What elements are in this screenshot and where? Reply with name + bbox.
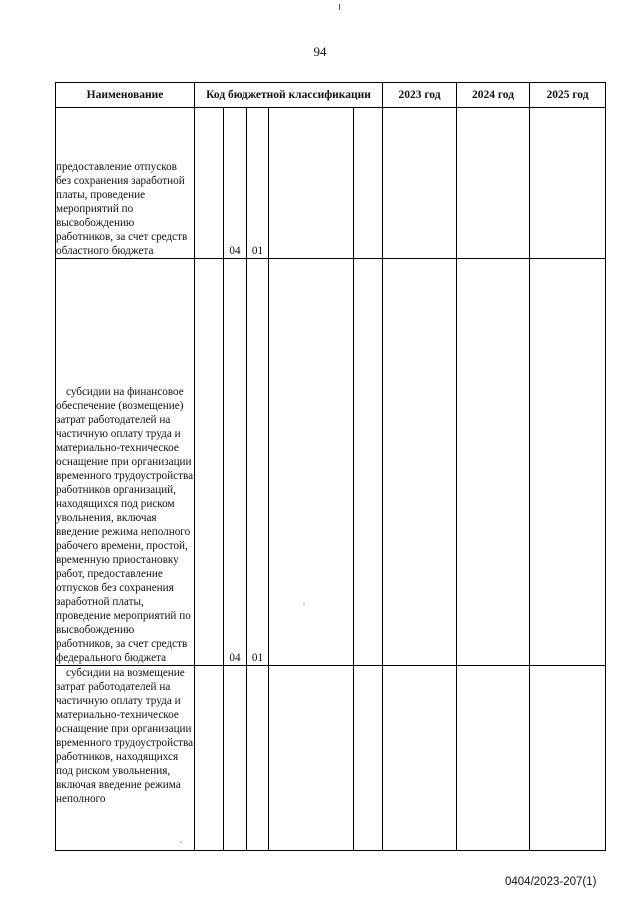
- scan-speck: [180, 841, 182, 843]
- value-2023: [383, 259, 457, 666]
- table-header-row: [56, 83, 606, 108]
- row-name: субсидии на возмещение затрат работодателей на частичную оплату труда и материально-техническое оснащение при организации временного трудоустройства работников, находящихся под риском увольнения, включая введение режима неполного: [56, 666, 195, 851]
- code-section: 04: [224, 108, 247, 259]
- budget-table: [55, 82, 606, 851]
- code-subsection: [247, 666, 269, 851]
- value-2023: [383, 108, 457, 259]
- code-cell: [354, 259, 383, 666]
- scan-speck: [303, 603, 305, 605]
- row-name: субсидии на финансовое обеспечение (возмещение) затрат работодателей на частичную оплату труда и материально-техническое оснащение при организации временного трудоустройства работников организаций, находящихся под риском увольнения, включая введение режима неполного рабочего времени, простой, временную приостановку работ, предоставление отпусков без сохранения заработной платы, проведение мероприятий по высвобождению работников, за счет средств федерального бюджета: [56, 259, 195, 666]
- scan-mark: [339, 4, 340, 10]
- table-row: [56, 259, 606, 666]
- value-2023: [383, 666, 457, 851]
- document-code: 0404/2023-207(1): [505, 876, 597, 888]
- code-cell: [269, 259, 354, 666]
- code-section: [224, 666, 247, 851]
- row-name: предоставление отпусков без сохранения заработной платы, проведение мероприятий по высвобождению работников, за счет средств областного бюджета: [56, 108, 195, 259]
- value-2024: [457, 108, 530, 259]
- code-cell: [269, 108, 354, 259]
- value-2024: [457, 259, 530, 666]
- code-cell: [195, 666, 224, 851]
- value-2025: [530, 108, 606, 259]
- code-subsection: 01: [247, 108, 269, 259]
- table-row: [56, 108, 606, 259]
- code-subsection: 01: [247, 259, 269, 666]
- value-2024: [457, 666, 530, 851]
- header-budget-code: Код бюджетной классификации: [195, 83, 383, 108]
- header-2025: 2025 год: [530, 83, 606, 108]
- code-section: 04: [224, 259, 247, 666]
- code-cell: [195, 108, 224, 259]
- header-2024: 2024 год: [457, 83, 530, 108]
- code-cell: [354, 108, 383, 259]
- table-row: [56, 666, 606, 851]
- header-2023: 2023 год: [383, 83, 457, 108]
- code-cell: [354, 666, 383, 851]
- code-cell: [195, 259, 224, 666]
- value-2025: [530, 259, 606, 666]
- value-2025: [530, 666, 606, 851]
- header-name: Наименование: [56, 83, 195, 108]
- code-cell: [269, 666, 354, 851]
- page-number: 94: [313, 44, 327, 59]
